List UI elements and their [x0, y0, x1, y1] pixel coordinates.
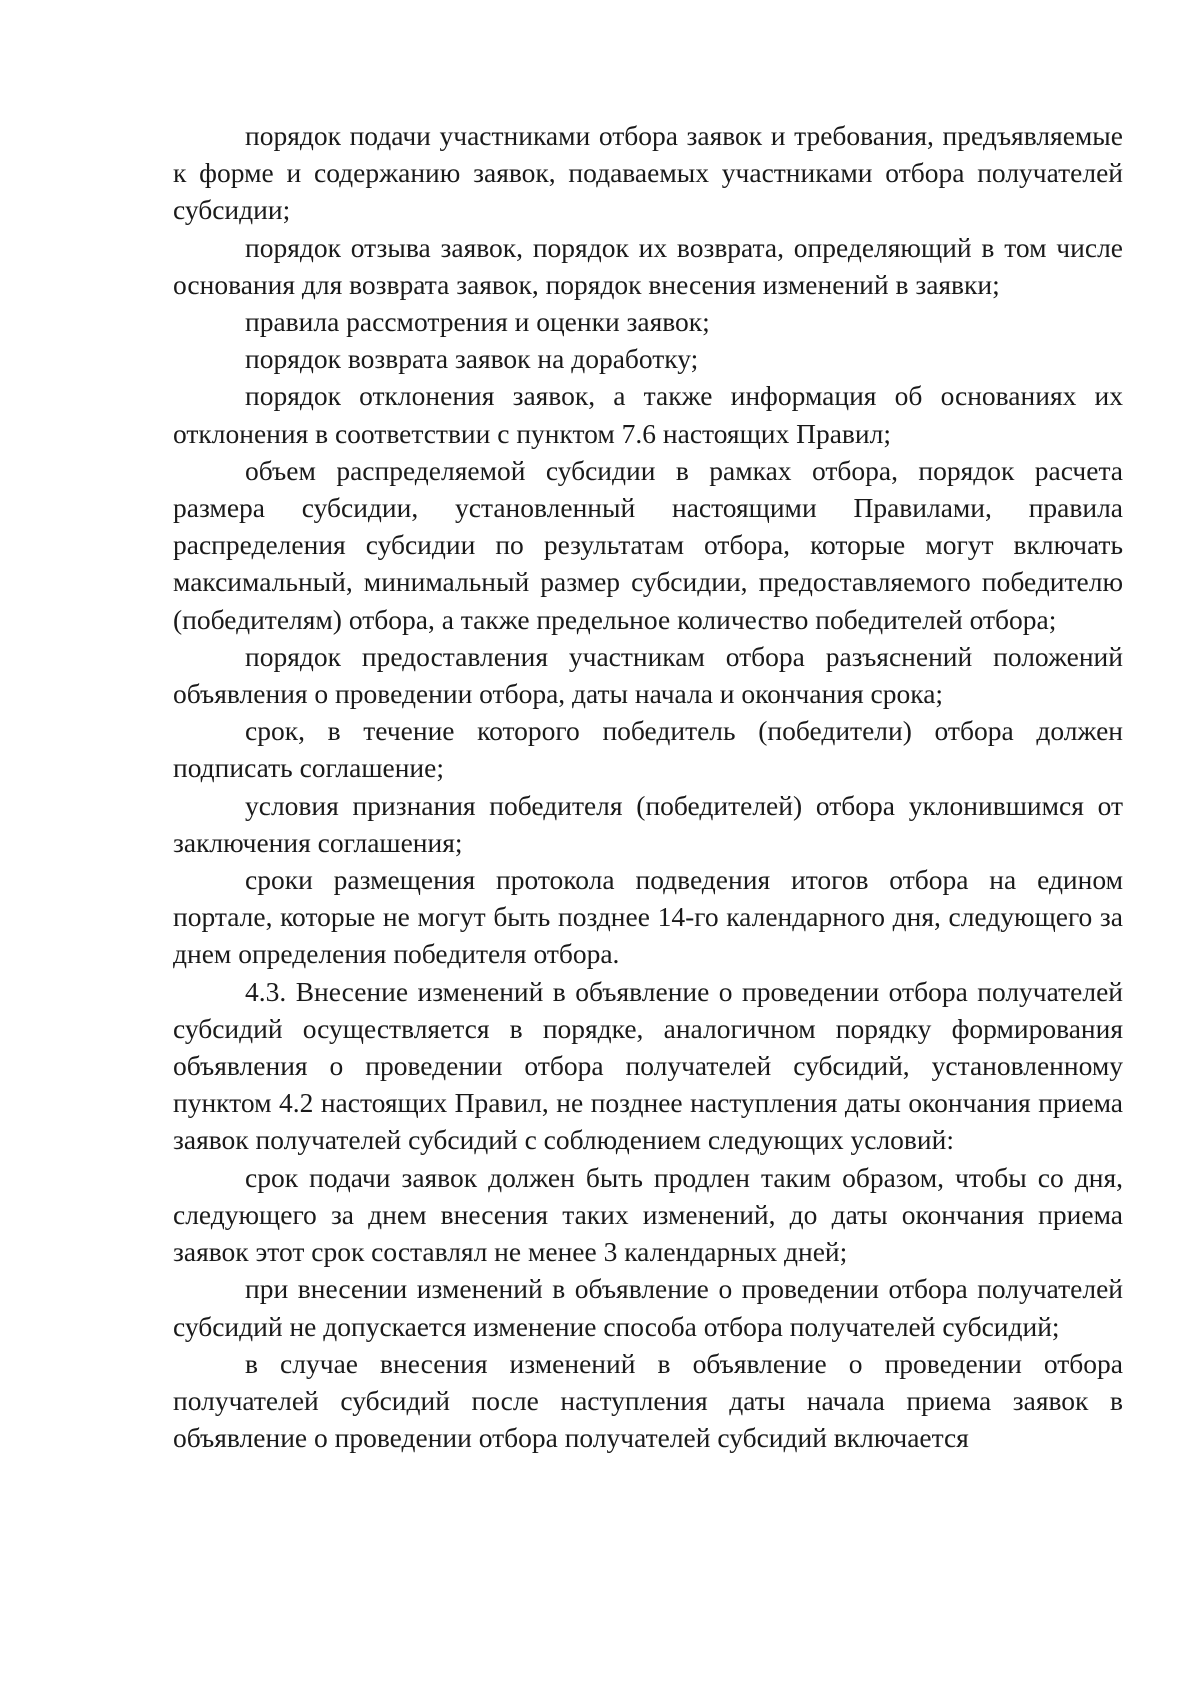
paragraph: объем распределяемой субсидии в рамках отбора, порядок расчета размера субсидии, установленный настоящими Правилами, правила распределения субсидии по результатам отбора, которые могут включать максимальный, минимальный размер субсидии, предоставляемого победителю (победителям) отбора, а также предельное количество победителей отбора;	[173, 454, 1123, 635]
paragraph: порядок отклонения заявок, а также информация об основаниях их отклонения в соответствии с пунктом 7.6 настоящих Правил;	[173, 380, 1123, 449]
paragraph: правила рассмотрения и оценки заявок;	[245, 306, 710, 338]
document-body	[173, 117, 1123, 1456]
paragraph: срок подачи заявок должен быть продлен таким образом, чтобы со дня, следующего за днем внесения таких изменений, до даты окончания приема заявок этот срок составлял не менее 3 календарных дней;	[173, 1161, 1123, 1268]
section-paragraph: 4.3. Внесение изменений в объявление о проведении отбора получателей субсидий осуществляется в порядке, аналогичном порядку формирования объявления о проведении отбора получателей субсидий, установленному пунктом 4.2 настоящих Правил, не позднее наступления даты окончания приема заявок получателей субсидий с соблюдением следующих условий:	[173, 975, 1123, 1156]
paragraph: сроки размещения протокола подведения итогов отбора на едином портале, которые не могут быть позднее 14-го календарного дня, следующего за днем определения победителя отбора.	[173, 864, 1123, 970]
paragraph: срок, в течение которого победитель (победители) отбора должен подписать соглашение;	[173, 715, 1123, 784]
paragraph: порядок предоставления участникам отбора разъяснений положений объявления о проведении отбора, даты начала и окончания срока;	[173, 640, 1123, 710]
paragraph: при внесении изменений в объявление о проведении отбора получателей субсидий не допускается изменение способа отбора получателей субсидий;	[173, 1273, 1123, 1342]
paragraph: порядок отзыва заявок, порядок их возврата, определяющий в том числе основания для возврата заявок, порядок внесения изменений в заявки;	[173, 231, 1123, 300]
paragraph: условия признания победителя (победителей) отбора уклонившимся от заключения соглашения;	[173, 789, 1123, 858]
paragraph: порядок подачи участниками отбора заявок и требования, предъявляемые к форме и содержанию заявок, подаваемых участниками отбора получателей субсидии;	[173, 120, 1123, 226]
paragraph: в случае внесения изменений в объявление о проведении отбора получателей субсидий после наступления даты начала приема заявок в объявление о проведении отбора получателей субсидий включается	[173, 1347, 1123, 1454]
paragraph: порядок возврата заявок на доработку;	[245, 343, 699, 375]
